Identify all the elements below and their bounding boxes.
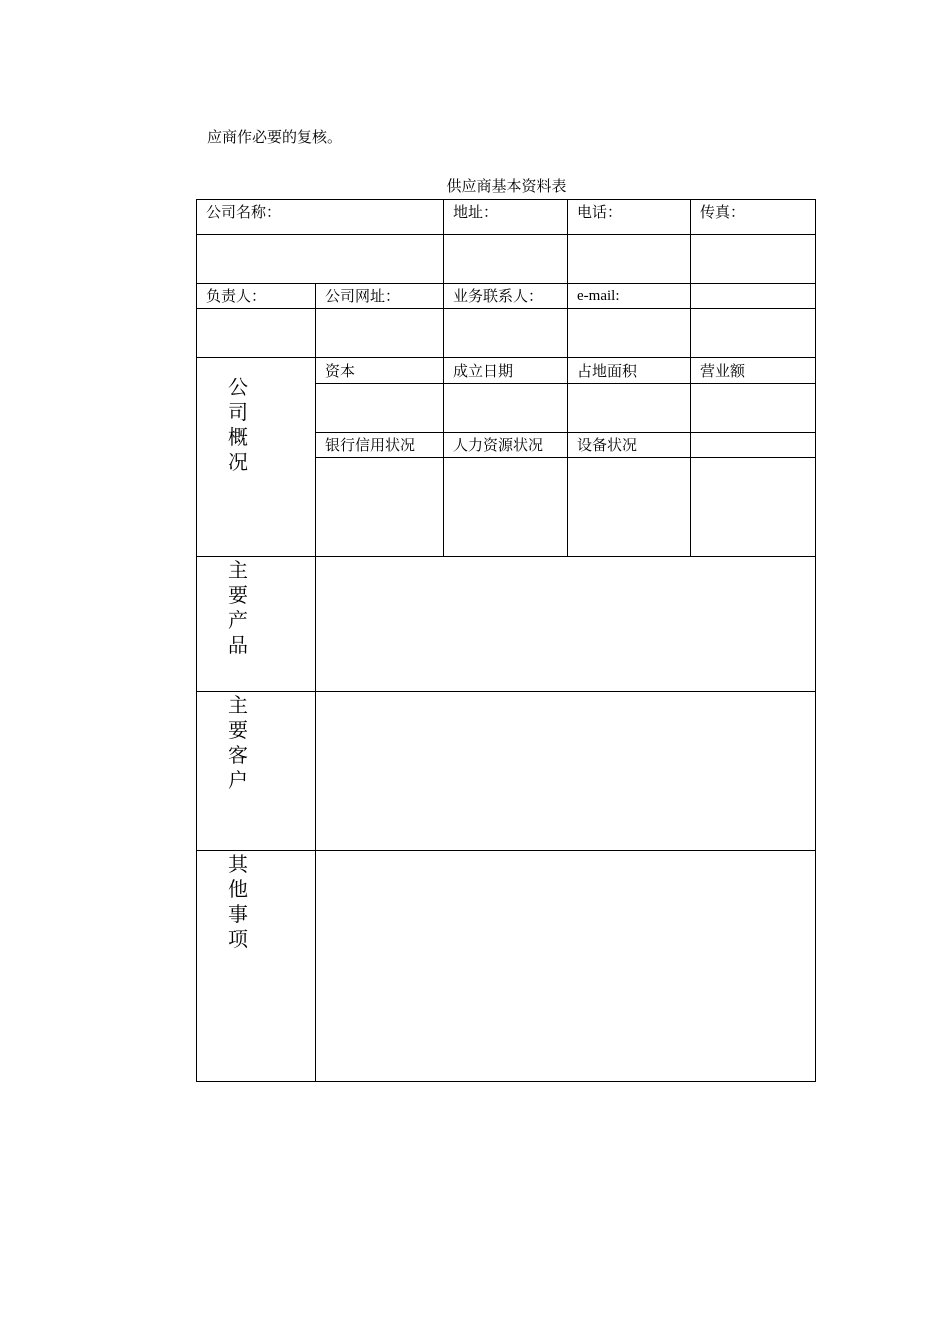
- business-contact-label: 业务联系人：: [453, 287, 544, 305]
- company-name-label: 公司名称：: [206, 203, 282, 221]
- person-in-charge-label: 负责人：: [206, 287, 267, 305]
- main-customers-label: 主 要 客 户: [228, 693, 248, 792]
- human-resources-label: 人力资源状况: [453, 436, 544, 454]
- column-divider: [315, 283, 316, 1081]
- table-border-left: [196, 199, 197, 1082]
- row-divider: [196, 357, 816, 358]
- established-date-label: 成立日期: [453, 362, 514, 380]
- other-matters-label: 其 他 事 项: [228, 852, 248, 951]
- column-divider: [690, 199, 691, 556]
- row-divider: [196, 691, 816, 692]
- address-label: 地址：: [453, 203, 499, 221]
- row-divider: [196, 308, 816, 309]
- email-label: e-mail:: [577, 288, 620, 304]
- row-divider: [315, 383, 816, 384]
- table-title: 供应商基本资料表: [446, 177, 567, 195]
- intro-text: 应商作必要的复核。: [207, 128, 343, 146]
- turnover-label: 营业额: [700, 362, 746, 380]
- phone-label: 电话：: [577, 203, 623, 221]
- row-divider: [315, 432, 816, 433]
- bank-credit-label: 银行信用状况: [325, 436, 416, 454]
- table-border-bottom: [196, 1081, 816, 1082]
- table-border-right: [815, 199, 816, 1082]
- supplier-info-table: [196, 199, 816, 1082]
- company-overview-label: 公 司 概 况: [228, 375, 248, 474]
- capital-label: 资本: [325, 362, 356, 380]
- row-divider: [196, 283, 816, 284]
- column-divider: [567, 199, 568, 556]
- column-divider: [443, 199, 444, 556]
- row-divider: [315, 457, 816, 458]
- row-divider: [196, 850, 816, 851]
- table-border-top: [196, 199, 816, 200]
- main-products-label: 主 要 产 品: [228, 558, 248, 657]
- website-label: 公司网址：: [325, 287, 401, 305]
- fax-label: 传真：: [700, 203, 746, 221]
- row-divider: [196, 234, 816, 235]
- row-divider: [196, 556, 816, 557]
- floor-area-label: 占地面积: [577, 362, 638, 380]
- equipment-label: 设备状况: [577, 436, 638, 454]
